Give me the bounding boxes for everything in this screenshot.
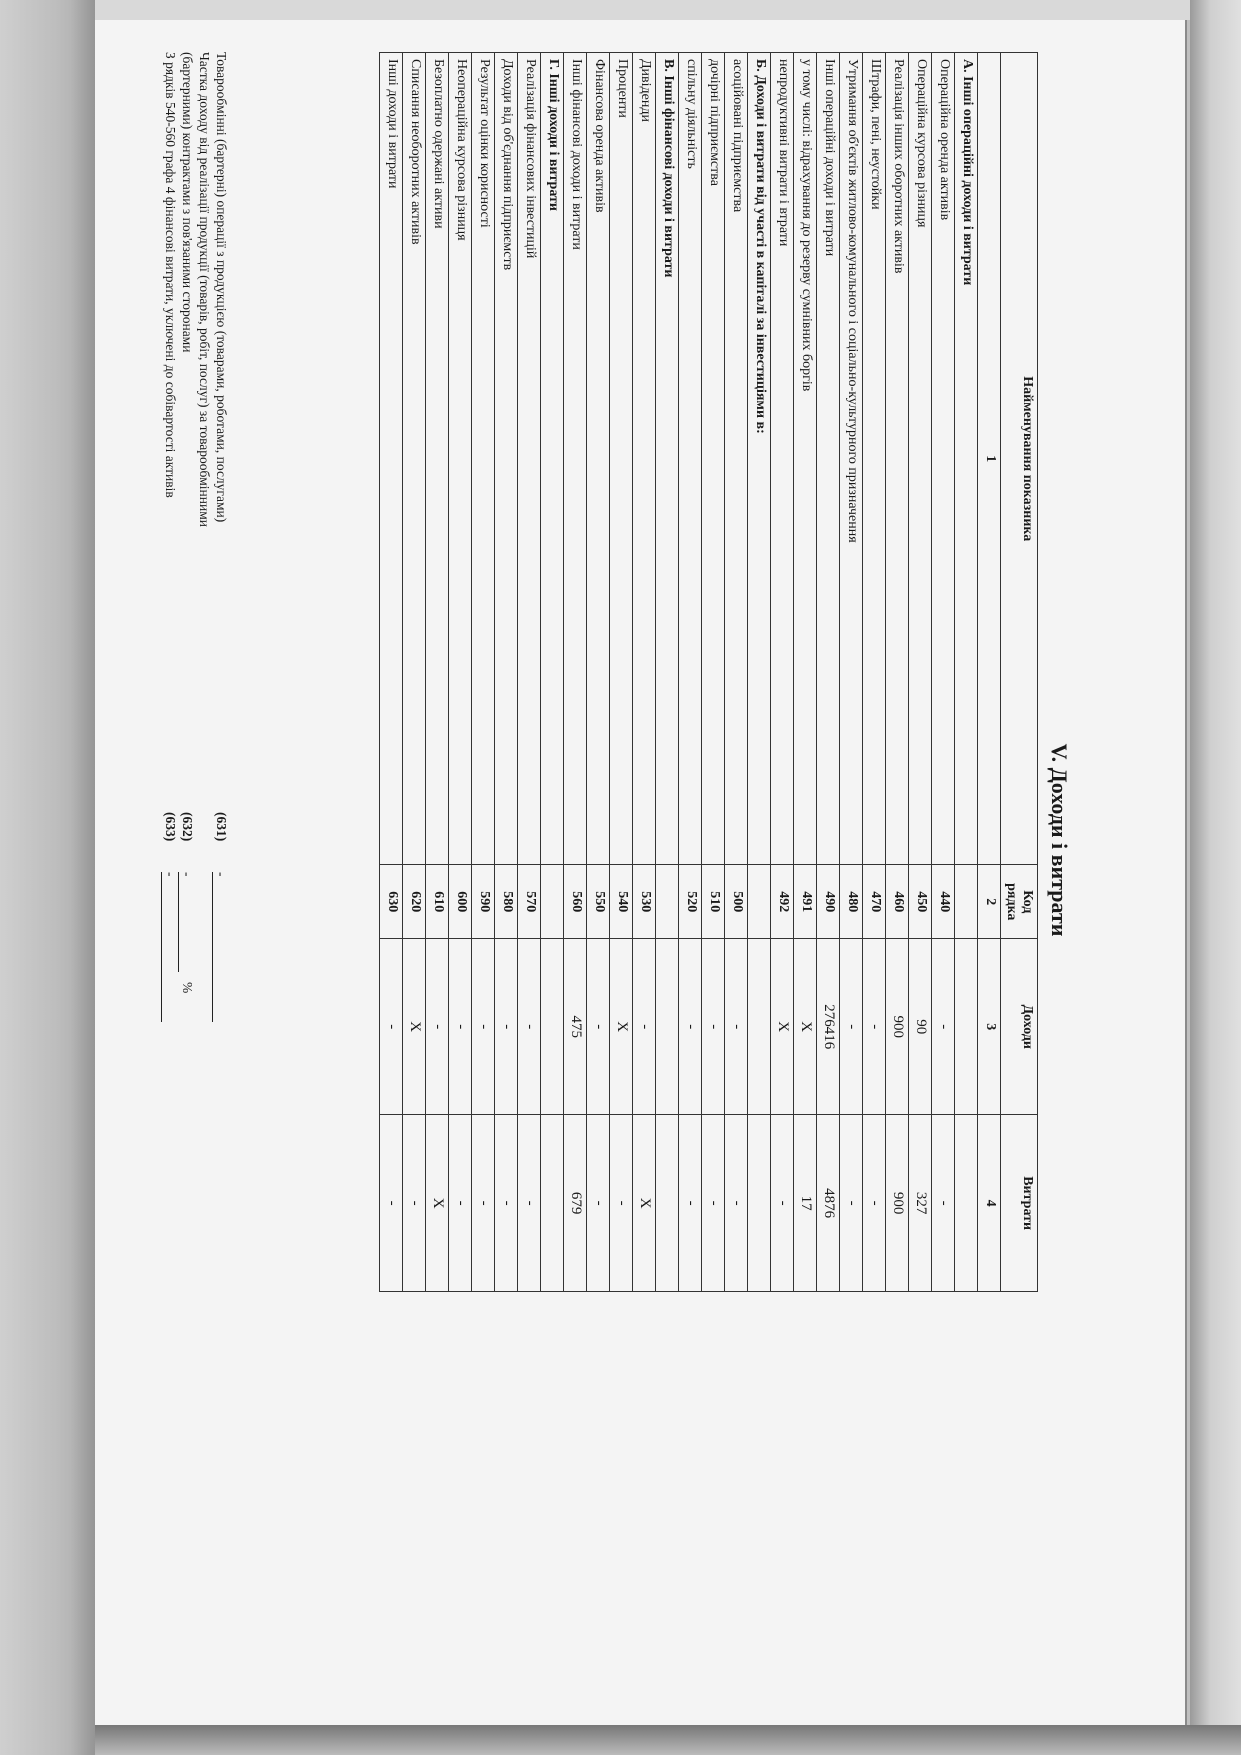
row-code: 530 — [633, 865, 656, 939]
row-expense: - — [932, 1115, 955, 1292]
table-row — [909, 53, 932, 1292]
row-expense: 900 — [886, 1115, 909, 1292]
row-code — [748, 865, 771, 939]
row-name: А. Інші операційні доходи і витрати — [955, 53, 978, 865]
table-row — [886, 53, 909, 1292]
row-code: 490 — [817, 865, 840, 939]
row-expense: - — [771, 1115, 794, 1292]
row-expense: X — [426, 1115, 449, 1292]
table-row — [702, 53, 725, 1292]
row-code: 590 — [472, 865, 495, 939]
row-expense — [656, 1115, 679, 1292]
header-name: Найменування показника — [1001, 53, 1038, 865]
footer-value-633: - — [161, 872, 179, 1022]
row-income: - — [518, 939, 541, 1115]
row-expense: 679 — [564, 1115, 587, 1292]
row-income: X — [794, 939, 817, 1115]
table-row — [748, 53, 771, 1292]
row-name: Операційна оренда активів — [932, 53, 955, 865]
table-row — [403, 53, 426, 1292]
row-expense: 327 — [909, 1115, 932, 1292]
row-code: 610 — [426, 865, 449, 939]
table-body — [380, 53, 978, 1292]
row-code: 491 — [794, 865, 817, 939]
table-row — [955, 53, 978, 1292]
row-name: Реалізація інших оборотних активів — [886, 53, 909, 865]
row-expense: - — [472, 1115, 495, 1292]
header-code: Код рядка — [1001, 865, 1038, 939]
row-income: X — [771, 939, 794, 1115]
row-name: Реалізація фінансових інвестицій — [518, 53, 541, 865]
col-number-4: 4 — [978, 1115, 1001, 1292]
table-header-row — [1001, 53, 1038, 1292]
row-code: 570 — [518, 865, 541, 939]
row-code: 492 — [771, 865, 794, 939]
row-code: 600 — [449, 865, 472, 939]
table-row — [817, 53, 840, 1292]
row-name: спільну діяльність — [679, 53, 702, 865]
table-row — [449, 53, 472, 1292]
row-name: Б. Доходи і витрати від участі в капіталі за інвестиціями в: — [748, 53, 771, 865]
row-expense: - — [702, 1115, 725, 1292]
row-income: - — [449, 939, 472, 1115]
row-code: 450 — [909, 865, 932, 939]
row-income: - — [702, 939, 725, 1115]
row-code: 510 — [702, 865, 725, 939]
row-name: Доходи від об'єднання підприємств — [495, 53, 518, 865]
row-income: 900 — [886, 939, 909, 1115]
footer-value-632: - — [178, 872, 196, 972]
table-row — [587, 53, 610, 1292]
row-name: Г. Інші доходи і витрати — [541, 53, 564, 865]
row-expense: 4876 — [817, 1115, 840, 1292]
row-code: 470 — [863, 865, 886, 939]
row-name: непродуктивні витрати і втрати — [771, 53, 794, 865]
row-income — [955, 939, 978, 1115]
row-expense: - — [587, 1115, 610, 1292]
row-expense: - — [449, 1115, 472, 1292]
row-expense: - — [495, 1115, 518, 1292]
table-row — [725, 53, 748, 1292]
row-name: Результат оцінки корисності — [472, 53, 495, 865]
table-row — [495, 53, 518, 1292]
footer-notes — [162, 52, 230, 1252]
row-code: 540 — [610, 865, 633, 939]
row-code: 560 — [564, 865, 587, 939]
table-row — [840, 53, 863, 1292]
row-income: 90 — [909, 939, 932, 1115]
row-expense: - — [840, 1115, 863, 1292]
row-name: Інші фінансові доходи і витрати — [564, 53, 587, 865]
row-income: - — [587, 939, 610, 1115]
table-row — [380, 53, 403, 1292]
row-income: - — [840, 939, 863, 1115]
row-income: - — [932, 939, 955, 1115]
income-expense-table — [379, 52, 1038, 1292]
row-income: X — [610, 939, 633, 1115]
row-income — [748, 939, 771, 1115]
row-expense: - — [863, 1115, 886, 1292]
row-name: Фінансова оренда активів — [587, 53, 610, 865]
table-row — [679, 53, 702, 1292]
table-row — [863, 53, 886, 1292]
footer-text-633: З рядків 540-560 графа 4 фінансові витрати, уключені до собівартості активів — [163, 52, 178, 498]
row-code: 460 — [886, 865, 909, 939]
row-income: - — [495, 939, 518, 1115]
col-number-1: 1 — [978, 53, 1001, 865]
row-income: - — [725, 939, 748, 1115]
row-name: Проценти — [610, 53, 633, 865]
row-expense — [955, 1115, 978, 1292]
row-code: 630 — [380, 865, 403, 939]
row-code — [955, 865, 978, 939]
row-expense — [541, 1115, 564, 1292]
col-number-2: 2 — [978, 865, 1001, 939]
table-row — [656, 53, 679, 1292]
row-income: X — [403, 939, 426, 1115]
column-number-row — [978, 53, 1001, 1292]
row-name: Списання необоротних активів — [403, 53, 426, 865]
header-income: Доходи — [1001, 939, 1038, 1115]
row-expense: - — [380, 1115, 403, 1292]
row-income: 475 — [564, 939, 587, 1115]
scan-left-margin — [0, 0, 95, 1755]
row-code: 520 — [679, 865, 702, 939]
footer-row-632 — [179, 52, 196, 1252]
footer-row-632a — [196, 52, 213, 1252]
row-name: Інші доходи і витрати — [380, 53, 403, 865]
row-income: - — [633, 939, 656, 1115]
row-name: Безоплатно одержані активи — [426, 53, 449, 865]
table-row — [541, 53, 564, 1292]
row-expense — [748, 1115, 771, 1292]
row-expense: - — [403, 1115, 426, 1292]
row-name: Інші операційні доходи і витрати — [817, 53, 840, 865]
section-title: V. Доходи і витрати — [1047, 743, 1072, 937]
row-code — [541, 865, 564, 939]
row-expense: - — [725, 1115, 748, 1292]
footer-code-633: (633) — [163, 812, 178, 842]
table-row — [932, 53, 955, 1292]
row-name: Неопераційна курсова різниця — [449, 53, 472, 865]
row-income: - — [863, 939, 886, 1115]
row-income: 276416 — [817, 939, 840, 1115]
row-expense: X — [633, 1115, 656, 1292]
row-name: асоційовані підприємства — [725, 53, 748, 865]
row-income — [541, 939, 564, 1115]
row-expense: - — [679, 1115, 702, 1292]
scan-bottom-edge — [95, 1725, 1241, 1755]
footer-code-632: (632) — [180, 812, 195, 842]
row-code — [656, 865, 679, 939]
footer-row-633 — [162, 52, 179, 1252]
row-code: 580 — [495, 865, 518, 939]
footer-text-632b: (бартерними) контрактами з пов'язаними сторонами — [180, 52, 195, 353]
table-row — [426, 53, 449, 1292]
table-row — [771, 53, 794, 1292]
row-income: - — [380, 939, 403, 1115]
table-row — [564, 53, 587, 1292]
footer-text-631: Товарообмінні (бартерні) операції з продукцією (товарами, роботами, послугами) — [214, 52, 229, 523]
row-code: 550 — [587, 865, 610, 939]
row-name: Штрафи, пені, неустойки — [863, 53, 886, 865]
table-row — [794, 53, 817, 1292]
row-name: В. Інші фінансові доходи і витрати — [656, 53, 679, 865]
row-expense: 17 — [794, 1115, 817, 1292]
footer-value-631: - — [212, 872, 230, 1022]
row-name: дочірні підприємства — [702, 53, 725, 865]
row-income: - — [426, 939, 449, 1115]
rotated-content — [140, 40, 1080, 1640]
table-row — [518, 53, 541, 1292]
header-expense: Витрати — [1001, 1115, 1038, 1292]
row-expense: - — [518, 1115, 541, 1292]
footer-code-631: (631) — [214, 812, 229, 842]
footer-text-632a: Частка доходу від реалізації продукції (товарів, робіт, послуг) за товарообмінними — [197, 52, 212, 527]
row-code: 480 — [840, 865, 863, 939]
scan-right-margin — [1190, 0, 1241, 1755]
row-code: 500 — [725, 865, 748, 939]
row-income — [656, 939, 679, 1115]
table-row — [610, 53, 633, 1292]
row-income: - — [679, 939, 702, 1115]
footer-unit-632: % — [180, 982, 195, 994]
table-row — [633, 53, 656, 1292]
row-name: Операційна курсова різниця — [909, 53, 932, 865]
row-income: - — [472, 939, 495, 1115]
row-name: Дивіденди — [633, 53, 656, 865]
row-code: 620 — [403, 865, 426, 939]
row-name: у тому числі: відрахування до резерву сумнівних боргів — [794, 53, 817, 865]
table-row — [472, 53, 495, 1292]
row-code: 440 — [932, 865, 955, 939]
col-number-3: 3 — [978, 939, 1001, 1115]
row-name: Утримання об'єктів житлово-комунального і соціально-культурного призначення — [840, 53, 863, 865]
footer-row-631 — [213, 52, 230, 1252]
row-expense: - — [610, 1115, 633, 1292]
